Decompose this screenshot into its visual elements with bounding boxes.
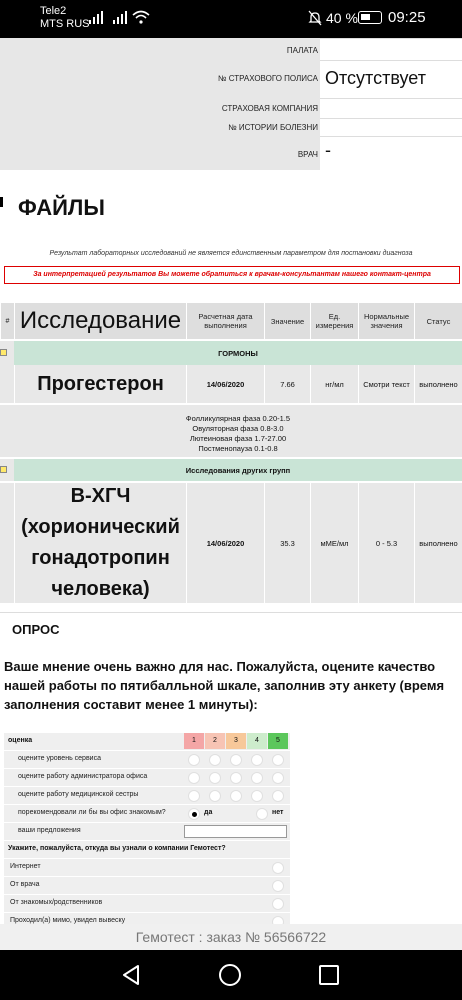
question-label: оцените уровень сервиса — [18, 755, 101, 762]
study-value: 35.3 — [264, 483, 310, 603]
source-row — [4, 895, 290, 913]
header-study: Исследование — [14, 303, 186, 339]
source-label: Интернет — [10, 863, 41, 870]
note-line: Овуляторная фаза 0.8-3.0 — [192, 424, 284, 433]
study-normal: Смотри текст — [358, 365, 414, 403]
suggestions-input[interactable] — [184, 825, 287, 838]
no-label: нет — [272, 809, 284, 816]
suggestions-row — [4, 823, 290, 841]
study-unit: мМЕ/мл — [310, 483, 358, 603]
rating-radio[interactable] — [272, 772, 284, 784]
mute-icon — [308, 10, 322, 26]
rating-radio[interactable] — [188, 790, 200, 802]
rating-radio[interactable] — [272, 790, 284, 802]
study-value: 7.66 — [264, 365, 310, 403]
study-name[interactable]: Прогестерон — [14, 365, 186, 403]
survey-title: ОПРОС — [12, 622, 60, 637]
header-value: Значение — [264, 303, 310, 339]
warning-notice: За интерпретацией результатов Вы можете обратиться к врачам-консультантам нашего контакт-центра — [4, 266, 460, 284]
study-normal: 0 - 5.3 — [358, 483, 414, 603]
insurer-label: СТРАХОВАЯ КОМПАНИЯ — [221, 104, 318, 113]
signal-icon — [88, 10, 104, 24]
rating-radio[interactable] — [209, 772, 221, 784]
study-status: выполнено — [414, 483, 462, 603]
policy-label: № СТРАХОВОГО ПОЛИСА — [217, 74, 318, 83]
signal-2-icon — [112, 10, 128, 24]
doctor-row — [0, 136, 462, 170]
source-question-row — [4, 841, 290, 859]
question-row — [4, 769, 290, 787]
rating-radio[interactable] — [230, 790, 242, 802]
doctor-label: ВРАЧ — [297, 150, 318, 159]
ward-row — [0, 38, 462, 60]
yes-label: да — [204, 809, 213, 816]
source-label: Проходил(а) мимо, увидел вывеску — [10, 917, 126, 924]
header-unit: Ед. измерения — [310, 303, 358, 339]
source-row — [4, 859, 290, 877]
carrier-1: Tele2 — [40, 5, 67, 17]
policy-value: Отсутствует — [325, 68, 426, 88]
table-header — [0, 303, 462, 339]
question-row — [4, 751, 290, 769]
source-label: От знакомых/родственников — [10, 899, 103, 906]
recommend-yes-radio[interactable] — [188, 808, 200, 820]
divider — [0, 612, 462, 613]
source-question: Укажите, пожалуйста, откуда вы узнали о компании Гемотест? — [8, 845, 226, 852]
note-line: Лютеиновая фаза 1.7-27.00 — [189, 434, 287, 443]
rating-radio[interactable] — [209, 754, 221, 766]
scale-5: 5 — [268, 733, 288, 749]
table-row — [0, 365, 462, 403]
study-status: выполнено — [414, 365, 462, 403]
question-row — [4, 787, 290, 805]
note-line: Фолликулярная фаза 0.20-1.5 — [185, 414, 291, 423]
source-radio[interactable] — [272, 898, 284, 910]
carrier-2: MTS RUS — [40, 18, 90, 30]
ward-label: ПАЛАТА — [286, 46, 318, 55]
question-label: оцените работу администратора офиса — [18, 773, 148, 780]
source-label: От врача — [10, 881, 40, 888]
files-title: ФАЙЛЫ — [18, 195, 105, 220]
study-date: 14/06/2020 — [186, 365, 264, 403]
patient-info — [0, 38, 462, 170]
header-status: Статус — [414, 303, 462, 339]
rating-radio[interactable] — [251, 754, 263, 766]
insurer-row — [0, 98, 462, 118]
study-name[interactable]: B-ХГЧ (хорионический гонадотропин человека) — [14, 483, 186, 603]
question-label: оцените работу медицинской сестры — [18, 791, 139, 798]
disclaimer: Результат лабораторных исследований не является единственным параметром для постановки диагноза — [49, 250, 413, 257]
battery-icon — [358, 11, 382, 24]
source-radio[interactable] — [272, 862, 284, 874]
home-icon[interactable] — [219, 964, 241, 986]
header-date: Расчетная дата выполнения — [186, 303, 264, 339]
recommend-label: порекомендовали ли бы вы офис знакомым? — [18, 809, 166, 816]
rating-radio[interactable] — [230, 754, 242, 766]
navigation-bar — [0, 950, 462, 1000]
reference-notes — [14, 405, 462, 457]
table-row — [0, 483, 462, 603]
back-icon[interactable] — [120, 964, 142, 986]
note-line: Постменопауза 0.1-0.8 — [198, 444, 278, 453]
rating-radio[interactable] — [188, 772, 200, 784]
battery-percent: 40 % — [326, 10, 358, 26]
rating-radio[interactable] — [251, 772, 263, 784]
scale-2: 2 — [205, 733, 225, 749]
group-checkbox[interactable] — [0, 466, 7, 473]
group-checkbox[interactable] — [0, 349, 7, 356]
group-other: Исследования других групп — [14, 459, 462, 481]
header-select: # — [0, 303, 14, 339]
recommend-row — [4, 805, 290, 823]
group-hormones: ГОРМОНЫ — [14, 341, 462, 365]
survey-intro: Ваше мнение очень важно для нас. Пожалуйста, оцените качество нашей работы по пятибалльной шкале, заполнив эту анкету (время заполнения составит менее 1 минуты): — [4, 659, 445, 712]
study-date: 14/06/2020 — [186, 483, 264, 603]
header-normal: Нормальные значения — [358, 303, 414, 339]
wifi-icon — [132, 10, 150, 24]
rating-radio[interactable] — [230, 772, 242, 784]
rating-header: оценка — [8, 737, 33, 744]
section-marker — [0, 197, 3, 207]
scale-3: 3 — [226, 733, 246, 749]
rating-radio[interactable] — [188, 754, 200, 766]
recent-apps-icon[interactable] — [319, 965, 339, 985]
source-row — [4, 877, 290, 895]
status-bar — [0, 0, 462, 38]
scale-1: 1 — [184, 733, 204, 749]
order-bar: Гемотест : заказ № 56566722 — [0, 924, 462, 950]
doctor-value: - — [325, 140, 331, 160]
scale-4: 4 — [247, 733, 267, 749]
clock: 09:25 — [388, 9, 426, 26]
source-radio[interactable] — [272, 880, 284, 892]
rating-radio[interactable] — [272, 754, 284, 766]
history-row — [0, 118, 462, 138]
rating-radio[interactable] — [251, 790, 263, 802]
history-label: № ИСТОРИИ БОЛЕЗНИ — [228, 123, 318, 132]
recommend-no-radio[interactable] — [256, 808, 268, 820]
rating-header-row — [4, 733, 290, 751]
carrier-info — [40, 5, 90, 31]
rating-radio[interactable] — [209, 790, 221, 802]
suggestions-label: ваши предложения — [18, 827, 81, 834]
study-unit: нг/мл — [310, 365, 358, 403]
